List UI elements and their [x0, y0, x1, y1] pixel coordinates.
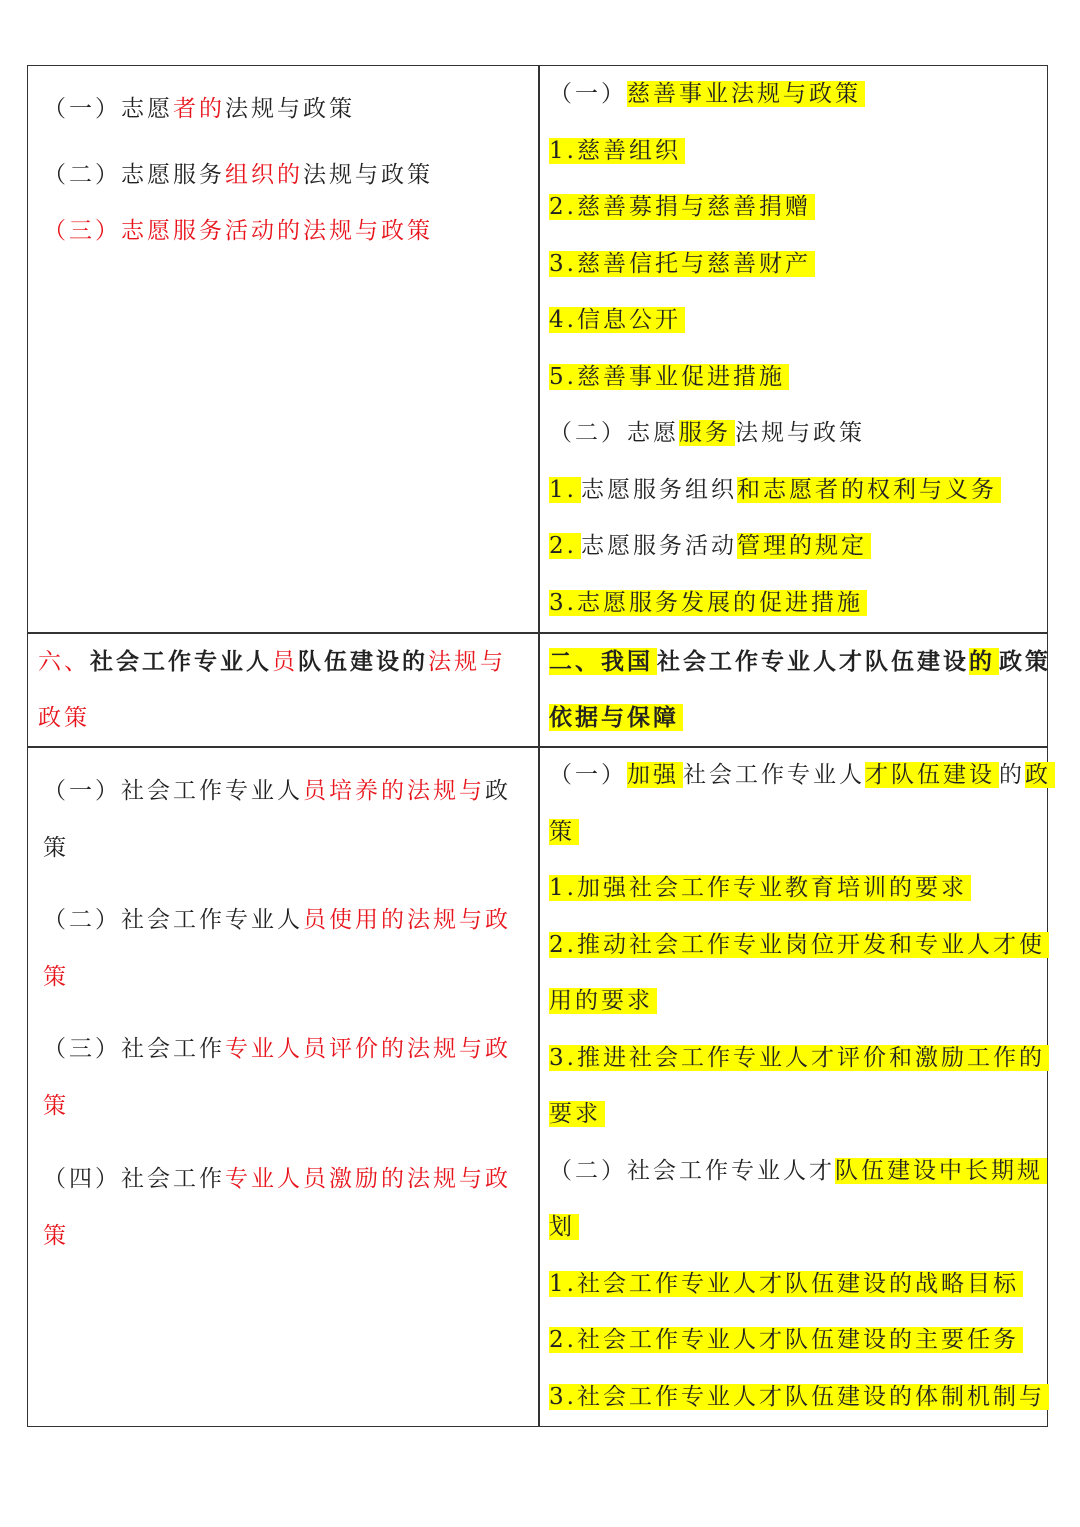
- highlighted-text: 划: [549, 1214, 579, 1240]
- text-line: [43, 211, 433, 251]
- text-line: [43, 1029, 511, 1069]
- text-line: [549, 755, 1055, 795]
- highlighted-text: 管理的规定: [737, 533, 871, 559]
- row1-left-cell: [28, 66, 538, 632]
- red-text: 策: [43, 964, 69, 990]
- text-line: [43, 1216, 69, 1256]
- text-segment: 策: [43, 835, 69, 861]
- highlighted-text: 2.慈善募捐与慈善捐赠: [549, 194, 815, 220]
- text-segment: 法规与政策: [303, 162, 433, 188]
- text-line: [43, 1086, 69, 1126]
- red-text: 策: [43, 1223, 69, 1249]
- text-segment: （二）社会工作专业人才: [549, 1158, 835, 1184]
- red-text: 者的: [173, 96, 225, 122]
- text-line: [38, 698, 90, 738]
- text-segment: 社会工作专业人才队伍建设: [657, 648, 969, 675]
- text-line: [549, 74, 865, 114]
- text-line: [43, 1159, 511, 1199]
- row3-left-cell: [28, 747, 538, 1427]
- text-segment: （二）社会工作专业人: [43, 907, 303, 933]
- text-segment: 志愿服务活动: [580, 533, 737, 559]
- text-segment: （一）社会工作专业人: [43, 778, 303, 804]
- text-segment: 政策: [999, 648, 1051, 675]
- text-line: [549, 244, 815, 284]
- text-line: [43, 89, 355, 129]
- highlighted-text: 策: [549, 819, 579, 845]
- highlighted-text: 慈善事业法规与政策: [627, 81, 865, 107]
- text-segment: 的: [999, 762, 1025, 788]
- highlighted-text: 用的要求: [549, 988, 657, 1014]
- highlighted-text: 4.信息公开: [549, 307, 685, 333]
- highlighted-text: 才队伍建设: [865, 762, 999, 788]
- highlighted-text: 2.: [549, 533, 581, 559]
- text-line: [549, 1151, 1047, 1191]
- text-line: [549, 1094, 605, 1134]
- highlighted-text: 1.: [549, 477, 581, 503]
- text-line: [43, 828, 69, 868]
- highlighted-text: 1.加强社会工作专业教育培训的要求: [549, 875, 971, 901]
- red-text: 策: [43, 1093, 69, 1119]
- highlighted-text: 要求: [549, 1101, 605, 1127]
- red-text: （三）志愿服务活动的法规与政策: [43, 218, 433, 244]
- red-text: 专业人员激励的法规与政: [225, 1166, 511, 1192]
- text-line: [43, 957, 69, 997]
- highlighted-text: 依据与保障: [549, 704, 683, 731]
- text-segment: （四）社会工作: [43, 1166, 225, 1192]
- red-text: 六、: [38, 649, 90, 675]
- highlighted-text: 二、我国: [549, 648, 657, 675]
- row2-left-cell: [28, 633, 538, 746]
- red-text: 员: [272, 649, 298, 675]
- text-line: [549, 1038, 1049, 1078]
- text-line: [549, 642, 1051, 682]
- highlighted-text: 3.慈善信托与慈善财产: [549, 251, 815, 277]
- text-line: [549, 470, 1001, 510]
- red-text: 政策: [38, 705, 90, 731]
- highlighted-text: 1.社会工作专业人才队伍建设的战略目标: [549, 1271, 1023, 1297]
- text-segment: （一）志愿: [43, 96, 173, 122]
- text-segment: （一）: [549, 81, 627, 107]
- highlighted-text: 加强: [627, 762, 683, 788]
- text-line: [549, 583, 867, 623]
- text-line: [549, 187, 815, 227]
- highlighted-text: 服务: [679, 420, 735, 446]
- highlighted-text: 5.慈善事业促进措施: [549, 364, 789, 390]
- text-segment: 志愿服务组织: [580, 477, 737, 503]
- text-line: [549, 526, 871, 566]
- highlighted-text: 队伍建设中长期规: [835, 1158, 1047, 1184]
- text-segment: 社会工作专业人: [90, 648, 272, 675]
- text-line: [549, 1207, 579, 1247]
- highlighted-text: 政: [1025, 762, 1055, 788]
- text-line: [549, 981, 657, 1021]
- row2-right-cell: [539, 633, 1051, 746]
- red-text: 员培养的法规与: [303, 778, 485, 804]
- text-segment: （二）志愿: [549, 420, 679, 446]
- row3-right-cell: [539, 747, 1051, 1427]
- highlighted-text: 的: [969, 648, 999, 675]
- text-segment: （一）: [549, 762, 627, 788]
- highlighted-text: 2.推动社会工作专业岗位开发和专业人才使: [549, 932, 1049, 958]
- text-segment: （二）志愿服务: [43, 162, 225, 188]
- text-line: [38, 642, 506, 682]
- text-line: [43, 155, 433, 195]
- row1-right-cell: [539, 66, 1048, 632]
- text-segment: 法规与政策: [735, 420, 865, 446]
- text-line: [43, 900, 511, 940]
- text-line: [549, 413, 865, 453]
- red-text: 专业人员评价的法规与政: [225, 1036, 511, 1062]
- text-line: [549, 925, 1049, 965]
- highlighted-text: 2.社会工作专业人才队伍建设的主要任务: [549, 1327, 1023, 1353]
- text-line: [43, 771, 511, 811]
- text-line: [549, 1377, 1049, 1417]
- text-segment: 社会工作专业人: [683, 762, 865, 788]
- text-line: [549, 698, 683, 738]
- text-line: [549, 1320, 1023, 1360]
- text-line: [549, 300, 685, 340]
- text-line: [549, 868, 971, 908]
- policy-comparison-table: [27, 65, 1051, 1427]
- text-line: [549, 131, 685, 171]
- text-segment: 政: [485, 778, 511, 804]
- text-segment: （三）社会工作: [43, 1036, 225, 1062]
- text-segment: 法规与政策: [225, 96, 355, 122]
- highlighted-text: 3.社会工作专业人才队伍建设的体制机制与: [549, 1384, 1049, 1410]
- red-text: 员使用的法规与政: [303, 907, 511, 933]
- text-line: [549, 357, 789, 397]
- highlighted-text: 和志愿者的权利与义务: [737, 477, 1001, 503]
- highlighted-text: 1.慈善组织: [549, 138, 685, 164]
- red-text: 组织的: [225, 162, 303, 188]
- text-segment: 队伍建设的: [298, 648, 428, 675]
- text-line: [549, 812, 579, 852]
- highlighted-text: 3.推进社会工作专业人才评价和激励工作的: [549, 1045, 1049, 1071]
- text-line: [549, 1264, 1023, 1304]
- highlighted-text: 3.志愿服务发展的促进措施: [549, 590, 867, 616]
- red-text: 法规与: [428, 649, 506, 675]
